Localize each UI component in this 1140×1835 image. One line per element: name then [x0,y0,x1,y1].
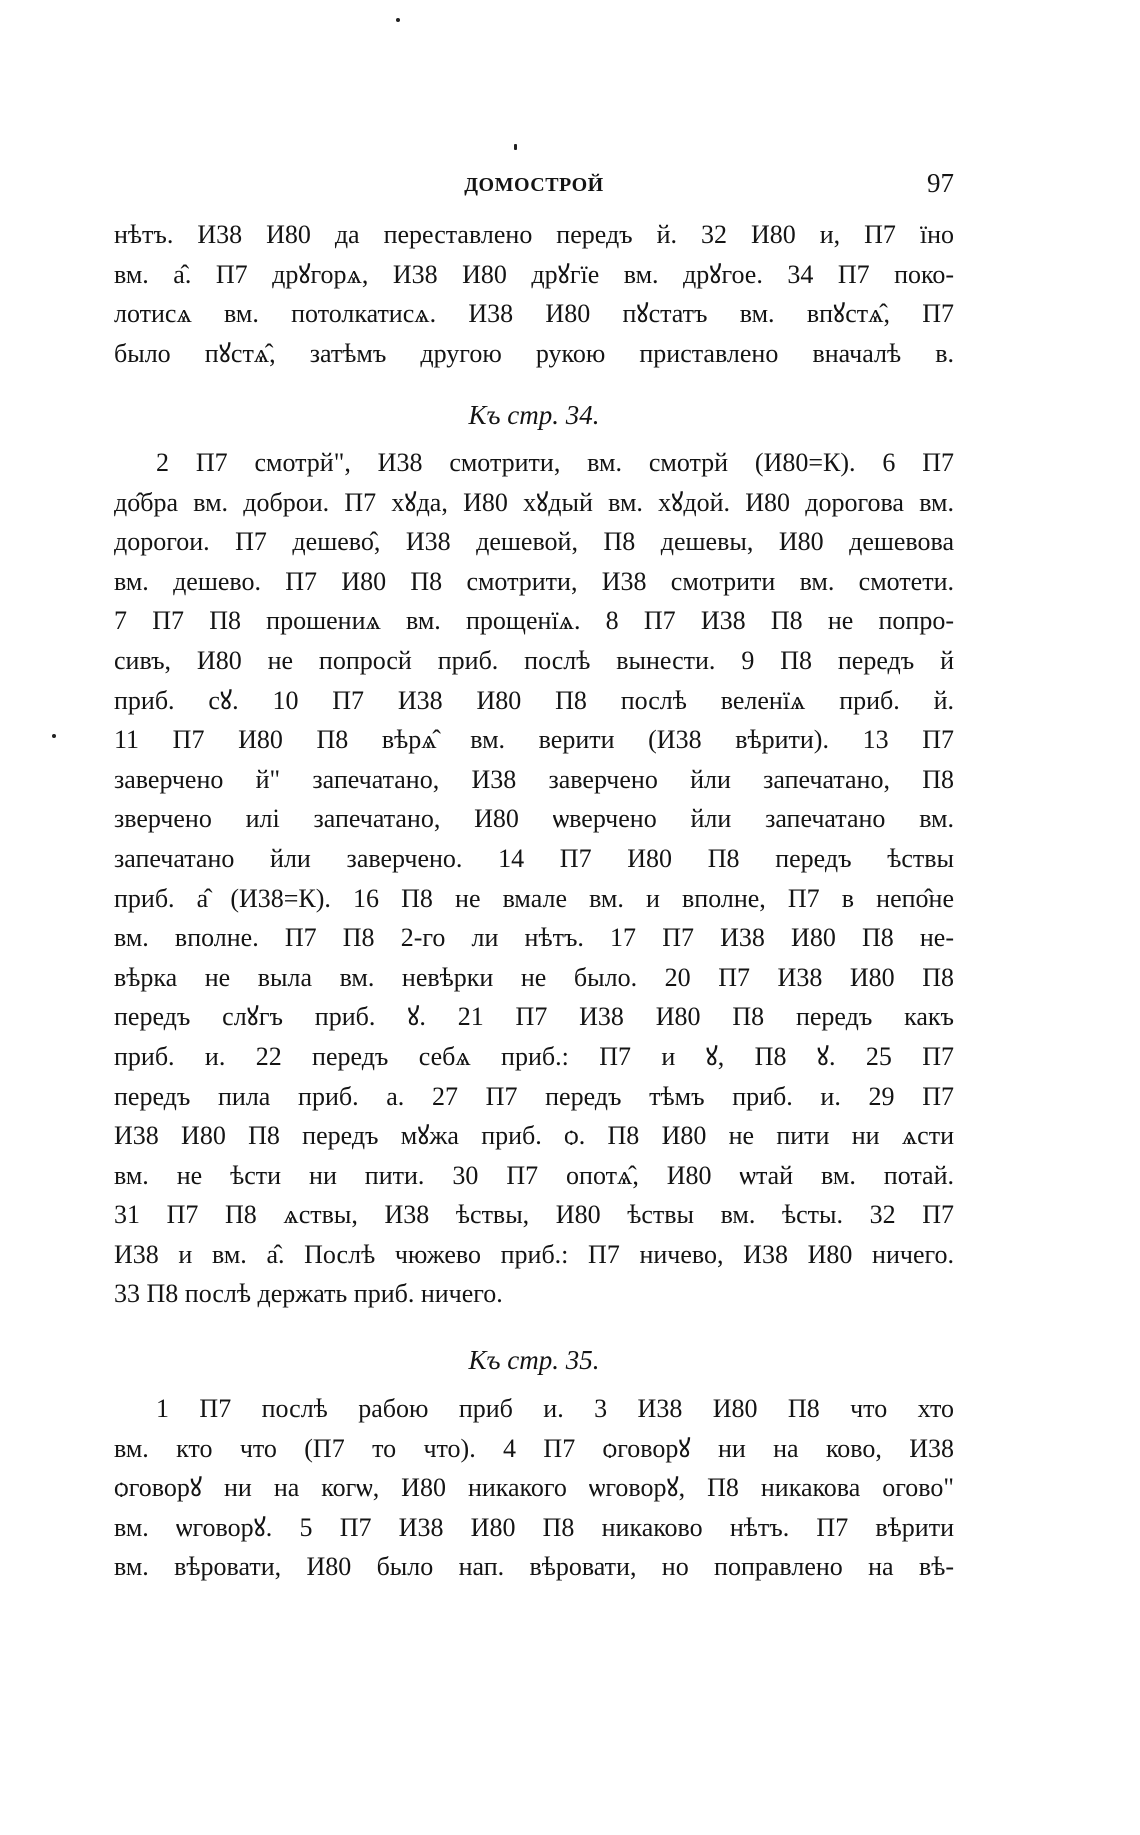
text-line: 31 П7 П8 ѧствы, И38 ѣствы, И80 ѣствы вм. ѣсты. 32 П7 [114,1200,954,1230]
section-heading-35: Къ стр. 35. [468,1345,600,1375]
text-line: ѻговорꙋ ни на когѡ, И80 никакого ѡговорꙋ, П8 никакова огово" [114,1473,954,1503]
text-line: до̂бра вм. доброи. П7 хꙋда, И80 хꙋдый вм. хꙋдой. И80 дорогова вм. [114,487,954,517]
continuation-paragraph [114,215,954,373]
page-number: 97 [927,168,954,198]
text-line: лотисѧ вм. потолкатисѧ. И38 И80 пꙋстатъ вм. впꙋстѧ̂, П7 [114,299,954,329]
text-line: 7 П7 П8 прошениѧ вм. прощенїѧ. 8 П7 И38 П8 не попро- [114,606,954,636]
text-line: приб. и. 22 передъ себѧ приб.: П7 и ꙋ, П8 ꙋ. 25 П7 [114,1041,954,1071]
text-line: вѣрка не выла вм. невѣрки не было. 20 П7 И38 И80 П8 [114,962,954,992]
header-speck [514,144,517,150]
text-line: дорогои. П7 дешево̂, И38 дешевой, П8 дешевы, И80 дешевова [114,527,954,557]
text-line: вм. а̂. П7 дрꙋгорѧ, И38 И80 дрꙋгїе вм. дрꙋгое. 34 П7 поко- [114,259,954,289]
text-line: передъ слꙋгъ приб. ꙋ. 21 П7 И38 И80 П8 передъ какъ [114,1002,954,1032]
text-line: приб. а̂ (И38=К). 16 П8 не вмале вм. и вполне, П7 в непо̂не [114,883,954,913]
top-speck [396,18,400,22]
text-line: заверчено й" запечатано, И38 заверчено йли запечатано, П8 [114,764,954,794]
running-title: ДОМОСТРОЙ [464,174,604,196]
text-line: 2 П7 смотрй", И38 смотрити, вм. смотрй (И80=К). 6 П7 [156,448,954,477]
text-line: запечатано йли заверчено. 14 П7 И80 П8 передъ ѣствы [114,843,954,873]
text-line: было пꙋстѧ̂, затѣмъ другою рукою приставлено вначалѣ в. [114,338,954,368]
text-line: 1 П7 послѣ рабою приб и. 3 И38 И80 П8 что хто [156,1394,954,1423]
text-line: вм. не ѣсти ни пити. 30 П7 опотѧ̂, И80 ѡтай вм. потай. [114,1160,954,1190]
text-line: сивъ, И80 не попросй приб. послѣ вынести. 9 П8 передъ й [114,645,954,675]
text-line: нѣтъ. И38 И80 да переставлено передъ й. 32 И80 и, П7 їно [114,220,954,249]
text-line: приб. сꙋ. 10 П7 И38 И80 П8 послѣ веленїѧ приб. й. [114,685,954,715]
margin-speck [52,734,56,738]
text-line: 33 П8 послѣ держать приб. ничего. [114,1279,503,1309]
text-line: вм. дешево. П7 И80 П8 смотрити, И38 смотрити вм. смотети. [114,566,954,596]
section-35-paragraph [114,1389,954,1587]
text-line: вм. кто что (П7 то что). 4 П7 ѻговорꙋ ни на ково, И38 [114,1433,954,1463]
text-line: 11 П7 И80 П8 вѣрѧ̂ вм. верити (И38 вѣрити). 13 П7 [114,725,954,755]
text-line: вм. вѣровати, И80 было нап. вѣровати, но поправлено на вѣ- [114,1552,954,1582]
text-line: зверчено илі запечатано, И80 ѡверчено йли запечатано вм. [114,804,954,834]
running-head [114,168,954,202]
section-34-paragraph [114,443,954,1314]
text-line: И38 и вм. а̂. Послѣ чюжево приб.: П7 ничево, И38 И80 ничего. [114,1239,954,1269]
text-line: передъ пила приб. а. 27 П7 передъ тѣмъ приб. и. 29 П7 [114,1081,954,1111]
text-line: вм. ѡговорꙋ. 5 П7 И38 И80 П8 никаково нѣтъ. П7 вѣрити [114,1512,954,1542]
section-heading-34: Къ стр. 34. [468,400,600,430]
text-line: И38 И80 П8 передъ мꙋжа приб. ѻ. П8 И80 не пити ни ѧсти [114,1121,954,1151]
text-line: вм. вполне. П7 П8 2-го ли нѣтъ. 17 П7 И38 И80 П8 не- [114,923,954,953]
